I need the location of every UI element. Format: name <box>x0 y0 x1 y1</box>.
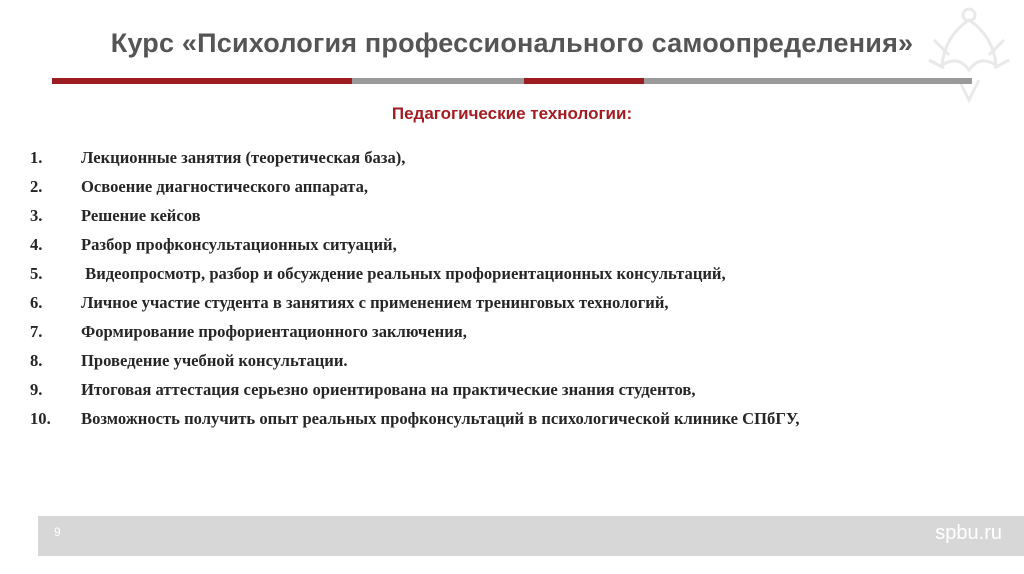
slide-title: Курс «Психология профессионального самоопределения» <box>110 28 914 58</box>
page-number: 9 <box>54 525 61 539</box>
list-item-text: Личное участие студента в занятиях с применением тренинговых технологий, <box>81 293 669 312</box>
list-item-number: 2. <box>30 177 43 196</box>
list-item-text: Разбор профконсультационных ситуаций, <box>81 235 397 254</box>
list-item-number: 10. <box>30 409 51 428</box>
list-item-text: Возможность получить опыт реальных профконсультаций в психологической клинике СПбГУ, <box>81 409 800 428</box>
list-item-number: 5. <box>30 264 43 283</box>
section-subtitle: Педагогические технологии: <box>391 104 633 123</box>
list-item-number: 6. <box>30 293 43 312</box>
list-item-text: Видеопросмотр, разбор и обсуждение реальных профориентационных консультаций, <box>81 264 726 283</box>
list-item <box>30 346 990 375</box>
list-item-number: 7. <box>30 322 43 341</box>
list-item-text: Освоение диагностического аппарата, <box>81 177 369 196</box>
technologies-list <box>30 143 990 433</box>
site-link[interactable]: spbu.ru <box>935 522 1002 544</box>
list-item <box>30 201 990 230</box>
list-item-number: 3. <box>30 206 43 225</box>
list-item <box>30 143 990 172</box>
list-item-text: Лекционные занятия (теоретическая база), <box>81 148 406 167</box>
list-item <box>30 404 990 433</box>
list-item <box>30 288 990 317</box>
title-divider <box>52 78 972 84</box>
list-item-number: 4. <box>30 235 43 254</box>
footer-bar <box>38 516 1024 556</box>
list-item-text: Проведение учебной консультации. <box>81 351 348 370</box>
list-item-number: 1. <box>30 148 43 167</box>
list-item-text: Итоговая аттестация серьезно ориентирована на практические знания студентов, <box>81 380 696 399</box>
list-item <box>30 259 990 288</box>
list-item-number: 8. <box>30 351 43 370</box>
list-item <box>30 375 990 404</box>
list-item <box>30 172 990 201</box>
list-item <box>30 317 990 346</box>
list-item-text: Решение кейсов <box>81 206 201 225</box>
list-item <box>30 230 990 259</box>
list-item-number: 9. <box>30 380 43 399</box>
list-item-text: Формирование профориентационного заключения, <box>81 322 467 341</box>
